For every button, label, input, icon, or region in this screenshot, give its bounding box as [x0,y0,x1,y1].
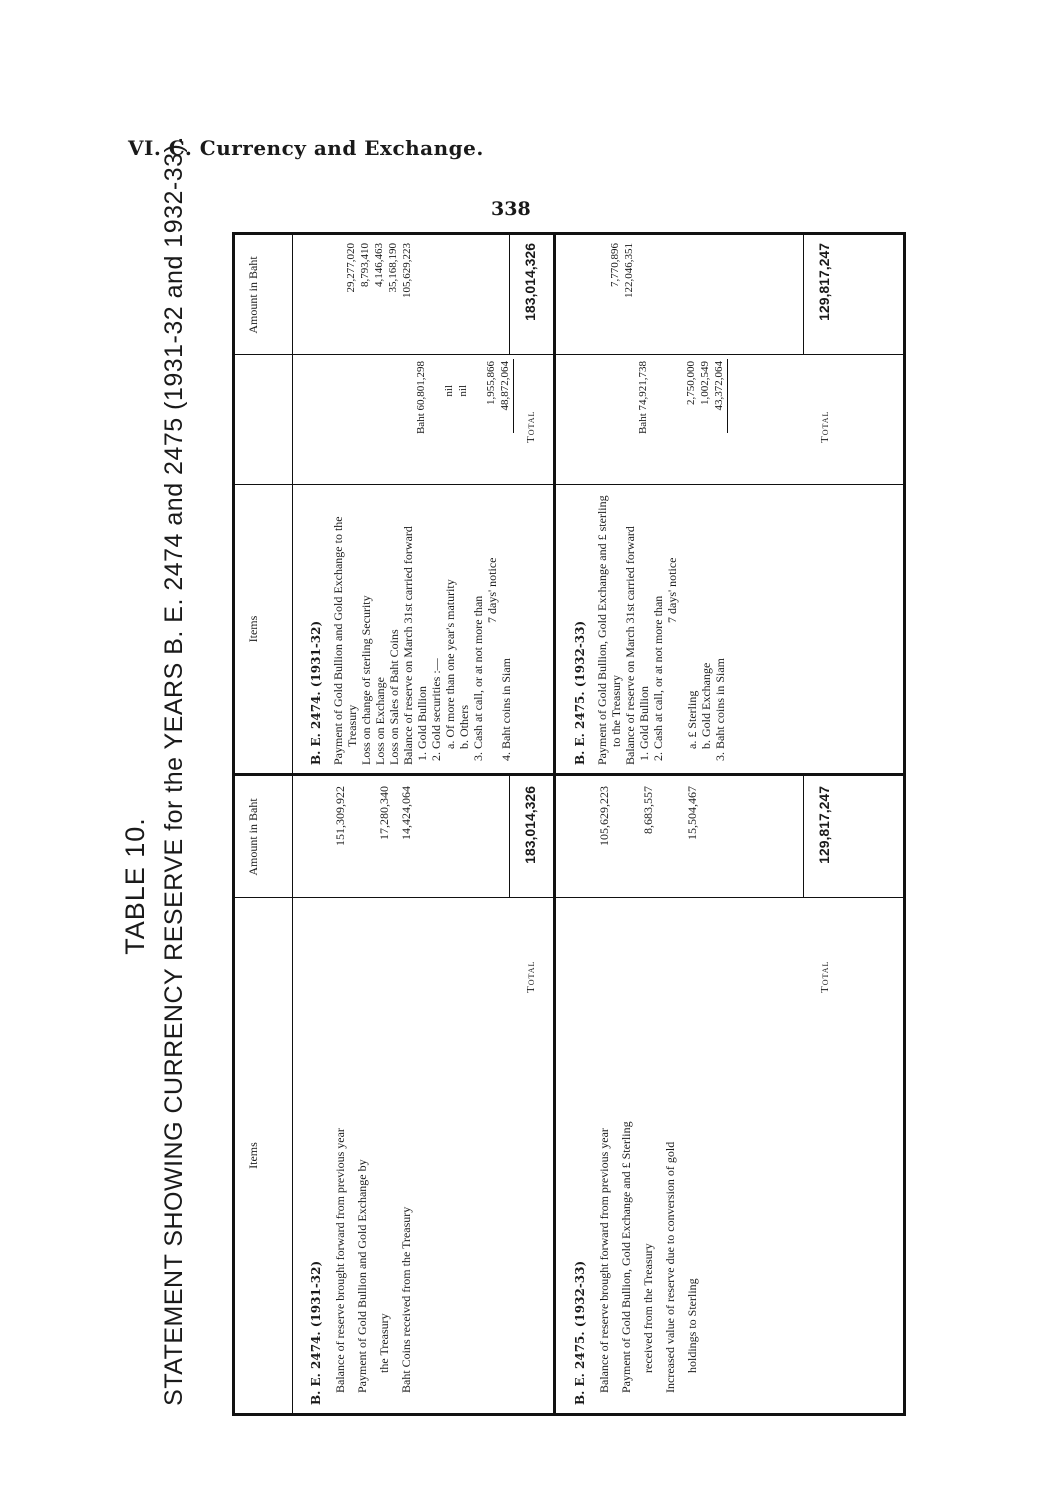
col-header-items-left: Items [235,898,293,1413]
year-separator [553,776,556,1413]
right-y2-total-label: Total [819,410,831,443]
left-y1-row: Baht Coins received from the Treasury [399,1206,413,1393]
right-y1-line: a. Of more than one year's maturity [443,579,457,749]
right-y1-line: Loss on Sales of Baht Coins [387,629,401,765]
left-half [235,776,903,1413]
left-y2-amount: 15,504,467 [685,786,699,840]
left-y1-amount: 14,424,064 [399,786,413,840]
right-y2-line: to the Treasury [609,675,623,747]
right-y1-amount: 29,277,020 [345,243,357,293]
left-year1-heading: B. E. 2474. (1931-32) [309,1260,323,1405]
right-y2-line: 1. Gold Bullion [637,685,651,761]
col-rule [235,484,903,485]
sub-rule [513,359,514,433]
sub-rule [727,359,728,433]
right-y1-line: Loss on change of sterling Security [359,595,373,765]
right-y2-line: a. £ Sterling [685,690,699,749]
right-y1-amount: 8,793,410 [359,243,371,287]
right-y1-line: Payment of Gold Bullion and Gold Exchange to the [331,516,345,765]
left-y2-total-label: Total [819,960,831,993]
left-y1-sum-rule [509,776,510,898]
right-y1-line: 2. Gold securities :— [429,658,443,761]
right-y1-amount: 4,146,463 [373,243,385,287]
right-y1-total: 183,014,326 [522,243,538,321]
right-y1-line: 3. Cash at call, or at not more than [471,595,485,761]
right-y2-sum-rule [803,235,804,355]
right-y2-amount: 7,770,896 [609,243,621,287]
col-header-blank [235,355,293,485]
left-y2-amount: 8,683,557 [641,786,655,834]
right-y1-amount: 35,168,190 [387,243,399,293]
right-y1-line: Balance of reserve on March 31st carried forward [401,526,415,765]
right-y1-sub: 1,955,866 [485,361,497,405]
col-header-items-right: Items [235,485,293,773]
rotated-table-page [120,116,1000,1426]
left-y2-row: holdings to Sterling [685,1278,699,1373]
right-y2-line: 7 days' notice [665,557,679,623]
left-y2-sum-rule [803,776,804,898]
right-y1-sub: 48,872,064 [499,361,511,411]
left-y1-total-label: Total [525,960,537,993]
left-y2-total: 129,817,247 [816,786,832,864]
right-y1-line: b. Others [457,705,471,749]
left-y1-row: the Treasury [377,1313,391,1373]
right-half [235,235,903,773]
right-y1-line: 7 days' notice [485,557,499,623]
right-y1-amount: 105,629,223 [401,243,413,298]
right-y1-sub: nil [443,385,455,397]
right-y1-sub: nil [457,385,469,397]
right-y2-sub: 1,002,549 [699,361,711,405]
right-year1-heading: B. E. 2474. (1931-32) [309,620,323,765]
left-y2-row: Payment of Gold Bullion, Gold Exchange and £ Sterling [619,1121,633,1393]
right-y1-sum-rule [509,235,510,355]
right-year2-heading: B. E. 2475. (1932-33) [573,620,587,765]
year-separator [553,235,556,773]
right-y2-sub: Baht 74,921,738 [637,361,649,435]
right-y2-line: Payment of Gold Bullion, Gold Exchange and £ sterling [595,495,609,765]
left-year2-heading: B. E. 2475. (1932-33) [573,1260,587,1405]
left-y2-row: Increased value of reserve due to conversion of gold [663,1141,677,1393]
right-y2-line: b. Gold Exchange [699,662,713,749]
right-y1-line: 4. Baht coins in Siam [499,658,513,761]
table-title: TABLE 10. [120,817,150,955]
left-y1-total: 183,014,326 [522,786,538,864]
right-y1-line: Treasury [345,704,359,747]
left-y2-row: received from the Treasury [641,1243,655,1373]
right-y1-line: Loss on Exchange [373,677,387,765]
right-y1-line: 1. Gold Bullion [415,685,429,761]
left-y1-amount: 17,280,340 [377,786,391,840]
right-y1-sub: Baht 60,801,298 [415,361,427,435]
right-y2-sub: 2,750,000 [685,361,697,405]
left-y2-row: Balance of reserve brought forward from previous year [597,1128,611,1393]
col-header-amount-right: Amount in Baht [235,235,293,355]
right-y2-total: 129,817,247 [816,243,832,321]
table-subtitle: STATEMENT SHOWING CURRENCY RESERVE for the YEARS B. E. 2474 and 2475 (1931-32 and 1932-33). [160,136,188,1406]
col-header-amount-left: Amount in Baht [235,776,293,898]
left-y1-amount: 151,309,922 [333,786,347,846]
left-y1-row: Payment of Gold Bullion and Gold Exchange by [355,1159,369,1393]
right-y1-total-label: Total [525,410,537,443]
right-y2-sub: 43,372,064 [713,361,725,411]
page-number: 338 [491,198,531,220]
reserve-table [232,232,906,1416]
left-y1-row: Balance of reserve brought forward from previous year [333,1128,347,1393]
right-y2-line: Balance of reserve on March 31st carried forward [623,526,637,765]
section-heading: VI. C. Currency and Exchange. [128,136,484,160]
right-y2-line: 3. Baht coins in Siam [713,658,727,761]
right-y2-amount: 122,046,351 [623,243,635,298]
right-y2-line: 2. Cash at call, or at not more than [651,595,665,761]
left-y2-amount: 105,629,223 [597,786,611,846]
